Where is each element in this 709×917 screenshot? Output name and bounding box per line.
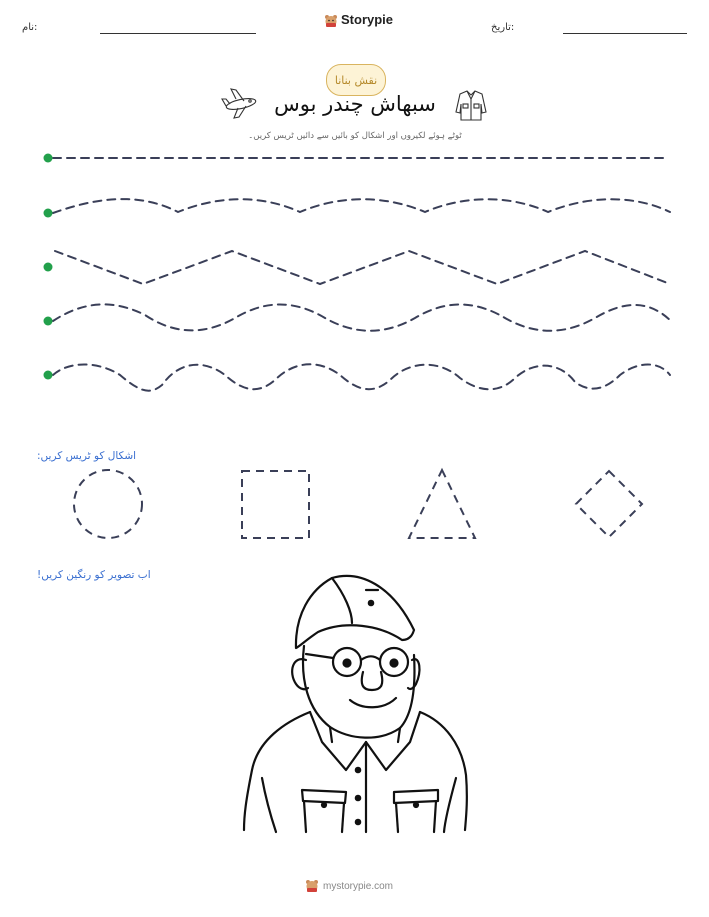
date-label: تاریخ: <box>491 22 515 33</box>
page-title: سبھاش چندر بوس <box>274 92 436 116</box>
plane-icon <box>222 89 257 118</box>
start-dot <box>44 371 53 380</box>
brand-name: Storypie <box>341 12 394 27</box>
trace-diamond <box>576 471 642 537</box>
start-dots <box>44 154 53 380</box>
footer-brand <box>305 879 393 893</box>
logo-bear-icon <box>305 879 319 893</box>
tracing-line-zigzag <box>55 251 670 284</box>
start-dot <box>44 209 53 218</box>
coloring-section-label: اب تصویر کو رنگین کریں! <box>37 569 151 581</box>
start-dot <box>44 317 53 326</box>
trace-triangle <box>409 470 475 538</box>
tracing-line-deep-wave <box>53 364 670 390</box>
start-dot <box>44 263 53 272</box>
activity-badge: نقش بنانا <box>326 64 386 96</box>
shapes-section-label: اشکال کو ٹریس کریں: <box>37 450 137 462</box>
tracing-line-gentle-wave <box>53 199 670 213</box>
coloring-figure <box>244 576 467 832</box>
tracing-lines <box>53 158 672 391</box>
instructions-text: ٹوٹے ہوئے لکیروں اور اشکال کو بائیں سے دائیں ٹریس کریں۔ <box>248 131 462 141</box>
name-label: نام: <box>22 22 38 33</box>
trace-shapes <box>74 470 642 538</box>
trace-circle <box>74 470 142 538</box>
footer-site[interactable]: mystorypie.com <box>323 880 394 892</box>
uniform-icon <box>456 91 486 120</box>
start-dot <box>44 154 53 163</box>
tracing-line-wave <box>53 304 672 330</box>
trace-square <box>242 471 309 538</box>
